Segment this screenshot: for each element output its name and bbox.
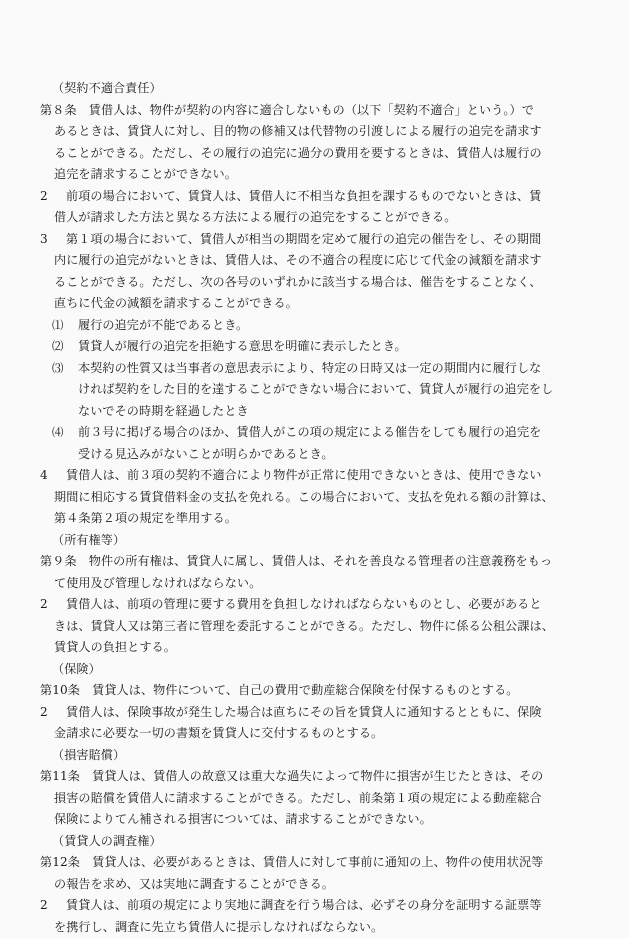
text-line: 第４条第２項の規定を準用する。 (0, 508, 630, 530)
text-line: 追完を請求することができない。 (0, 164, 630, 186)
sub-item (0, 422, 630, 444)
paragraph-text: 賃借人は、前項の管理に要する費用を負担しなければならないものとし、必要があると (66, 597, 542, 611)
sub-item-number: ⑵ (52, 336, 78, 358)
sub-item-number: ⑶ (52, 358, 78, 380)
article-heading: 第９条 物件の所有権は、賃貸人に属し、賃借人は、それを善良なる管理者の注意義務をもっ (0, 551, 630, 573)
paragraph-item (0, 465, 630, 487)
text-line: きは、賃貸人又は第三者に管理を委託することができる。ただし、物件に係る公租公課は、 (0, 616, 630, 638)
article-heading: 第10条 賃貸人は、物件について、自己の費用で動産総合保険を付保するものとする。 (0, 680, 630, 702)
paragraph-item (0, 186, 630, 208)
text-line: 借人が請求した方法と異なる方法による履行の追完をすることができる。 (0, 207, 630, 229)
text-line: 受ける見込みがないことが明らかであるとき。 (0, 444, 630, 466)
text-line: ければ契約をした目的を達することができない場合において、賃貸人が履行の追完をし (0, 379, 630, 401)
text-line: ないでその時期を経過したとき (0, 401, 630, 423)
sub-item (0, 315, 630, 337)
paragraph-number: 2 (40, 702, 66, 724)
paragraph-text: 賃借人は、前３項の契約不適合により物件が正常に使用できないときは、使用できない (66, 468, 542, 482)
text-line: て使用及び管理しなければならない。 (0, 573, 630, 595)
paragraph-item (0, 594, 630, 616)
sub-item-text: 履行の追完が不能であるとき。 (78, 318, 248, 332)
paragraph-item (0, 229, 630, 251)
paragraph-text: 第１項の場合において、賃借人が相当の期間を定めて履行の追完の催告をし、その期間 (66, 232, 541, 246)
text-line: 内に履行の追完がないときは、賃借人は、その不適合の程度に応じて代金の減額を請求す (0, 250, 630, 272)
text-line: 期間に相応する賃貸借料金の支払を免れる。この場合において、支払を免れる額の計算は、 (0, 487, 630, 509)
sub-item-number: ⑷ (52, 422, 78, 444)
section-caption: （保険） (0, 659, 630, 681)
article-heading: 第８条 賃借人は、物件が契約の内容に適合しないもの（以下「契約不適合」という。）で (0, 100, 630, 122)
section-caption: （契約不適合責任） (0, 78, 630, 100)
paragraph-text: 前項の場合において、賃貸人は、賃借人に不相当な負担を課するものでないときは、賃 (66, 189, 541, 203)
text-line: ることができる。ただし、その履行の追完に過分の費用を要するときは、賃借人は履行の (0, 143, 630, 165)
sub-item-number: ⑴ (52, 315, 78, 337)
section-caption: （損害賠償） (0, 745, 630, 767)
text-line: 賃貸人の負担とする。 (0, 637, 630, 659)
sub-item (0, 358, 630, 380)
text-line: 損害の賠償を賃借人に請求することができる。ただし、前条第１項の規定による動産総合 (0, 788, 630, 810)
paragraph-item (0, 702, 630, 724)
paragraph-item (0, 895, 630, 917)
sub-item-text: 本契約の性質又は当事者の意思表示により、特定の日時又は一定の期間内に履行しな (78, 361, 541, 375)
paragraph-text: 賃貸人は、前項の規定により実地に調査を行う場合は、必ずその身分を証明する証票等 (66, 898, 542, 912)
text-line: 直ちに代金の減額を請求することができる。 (0, 293, 630, 315)
paragraph-number: 2 (40, 895, 66, 917)
section-caption: （賃貸人の調査権） (0, 831, 630, 853)
text-line: 保険によりてん補される損害については、請求することができない。 (0, 809, 630, 831)
text-line: の報告を求め、又は実地に調査することができる。 (0, 874, 630, 896)
section-caption: （所有権等） (0, 530, 630, 552)
paragraph-text: 賃借人は、保険事故が発生した場合は直ちにその旨を賃貸人に通知するとともに、保険 (66, 705, 542, 719)
text-line: ることができる。ただし、次の各号のいずれかに該当する場合は、催告をすることなく、 (0, 272, 630, 294)
text-line: 金請求に必要な一切の書類を賃貸人に交付するものとする。 (0, 723, 630, 745)
article-heading: 第11条 賃貸人は、賃借人の故意又は重大な過失によって物件に損害が生じたときは、その (0, 766, 630, 788)
paragraph-number: 4 (40, 465, 66, 487)
sub-item-text: 前３号に掲げる場合のほか、賃借人がこの項の規定による催告をしても履行の追完を (78, 425, 541, 439)
paragraph-number: 3 (40, 229, 66, 251)
paragraph-number: 2 (40, 594, 66, 616)
text-line: を携行し、調査に先立ち賃借人に提示しなければならない。 (0, 917, 630, 938)
text-line: あるときは、賃貸人に対し、目的物の修補又は代替物の引渡しによる履行の追完を請求す (0, 121, 630, 143)
article-heading: 第12条 賃貸人は、必要があるときは、賃借人に対して事前に通知の上、物件の使用状況等 (0, 852, 630, 874)
sub-item-text: 賃貸人が履行の追完を拒絶する意思を明確に表示したとき。 (78, 339, 407, 353)
sub-item (0, 336, 630, 358)
paragraph-number: 2 (40, 186, 66, 208)
